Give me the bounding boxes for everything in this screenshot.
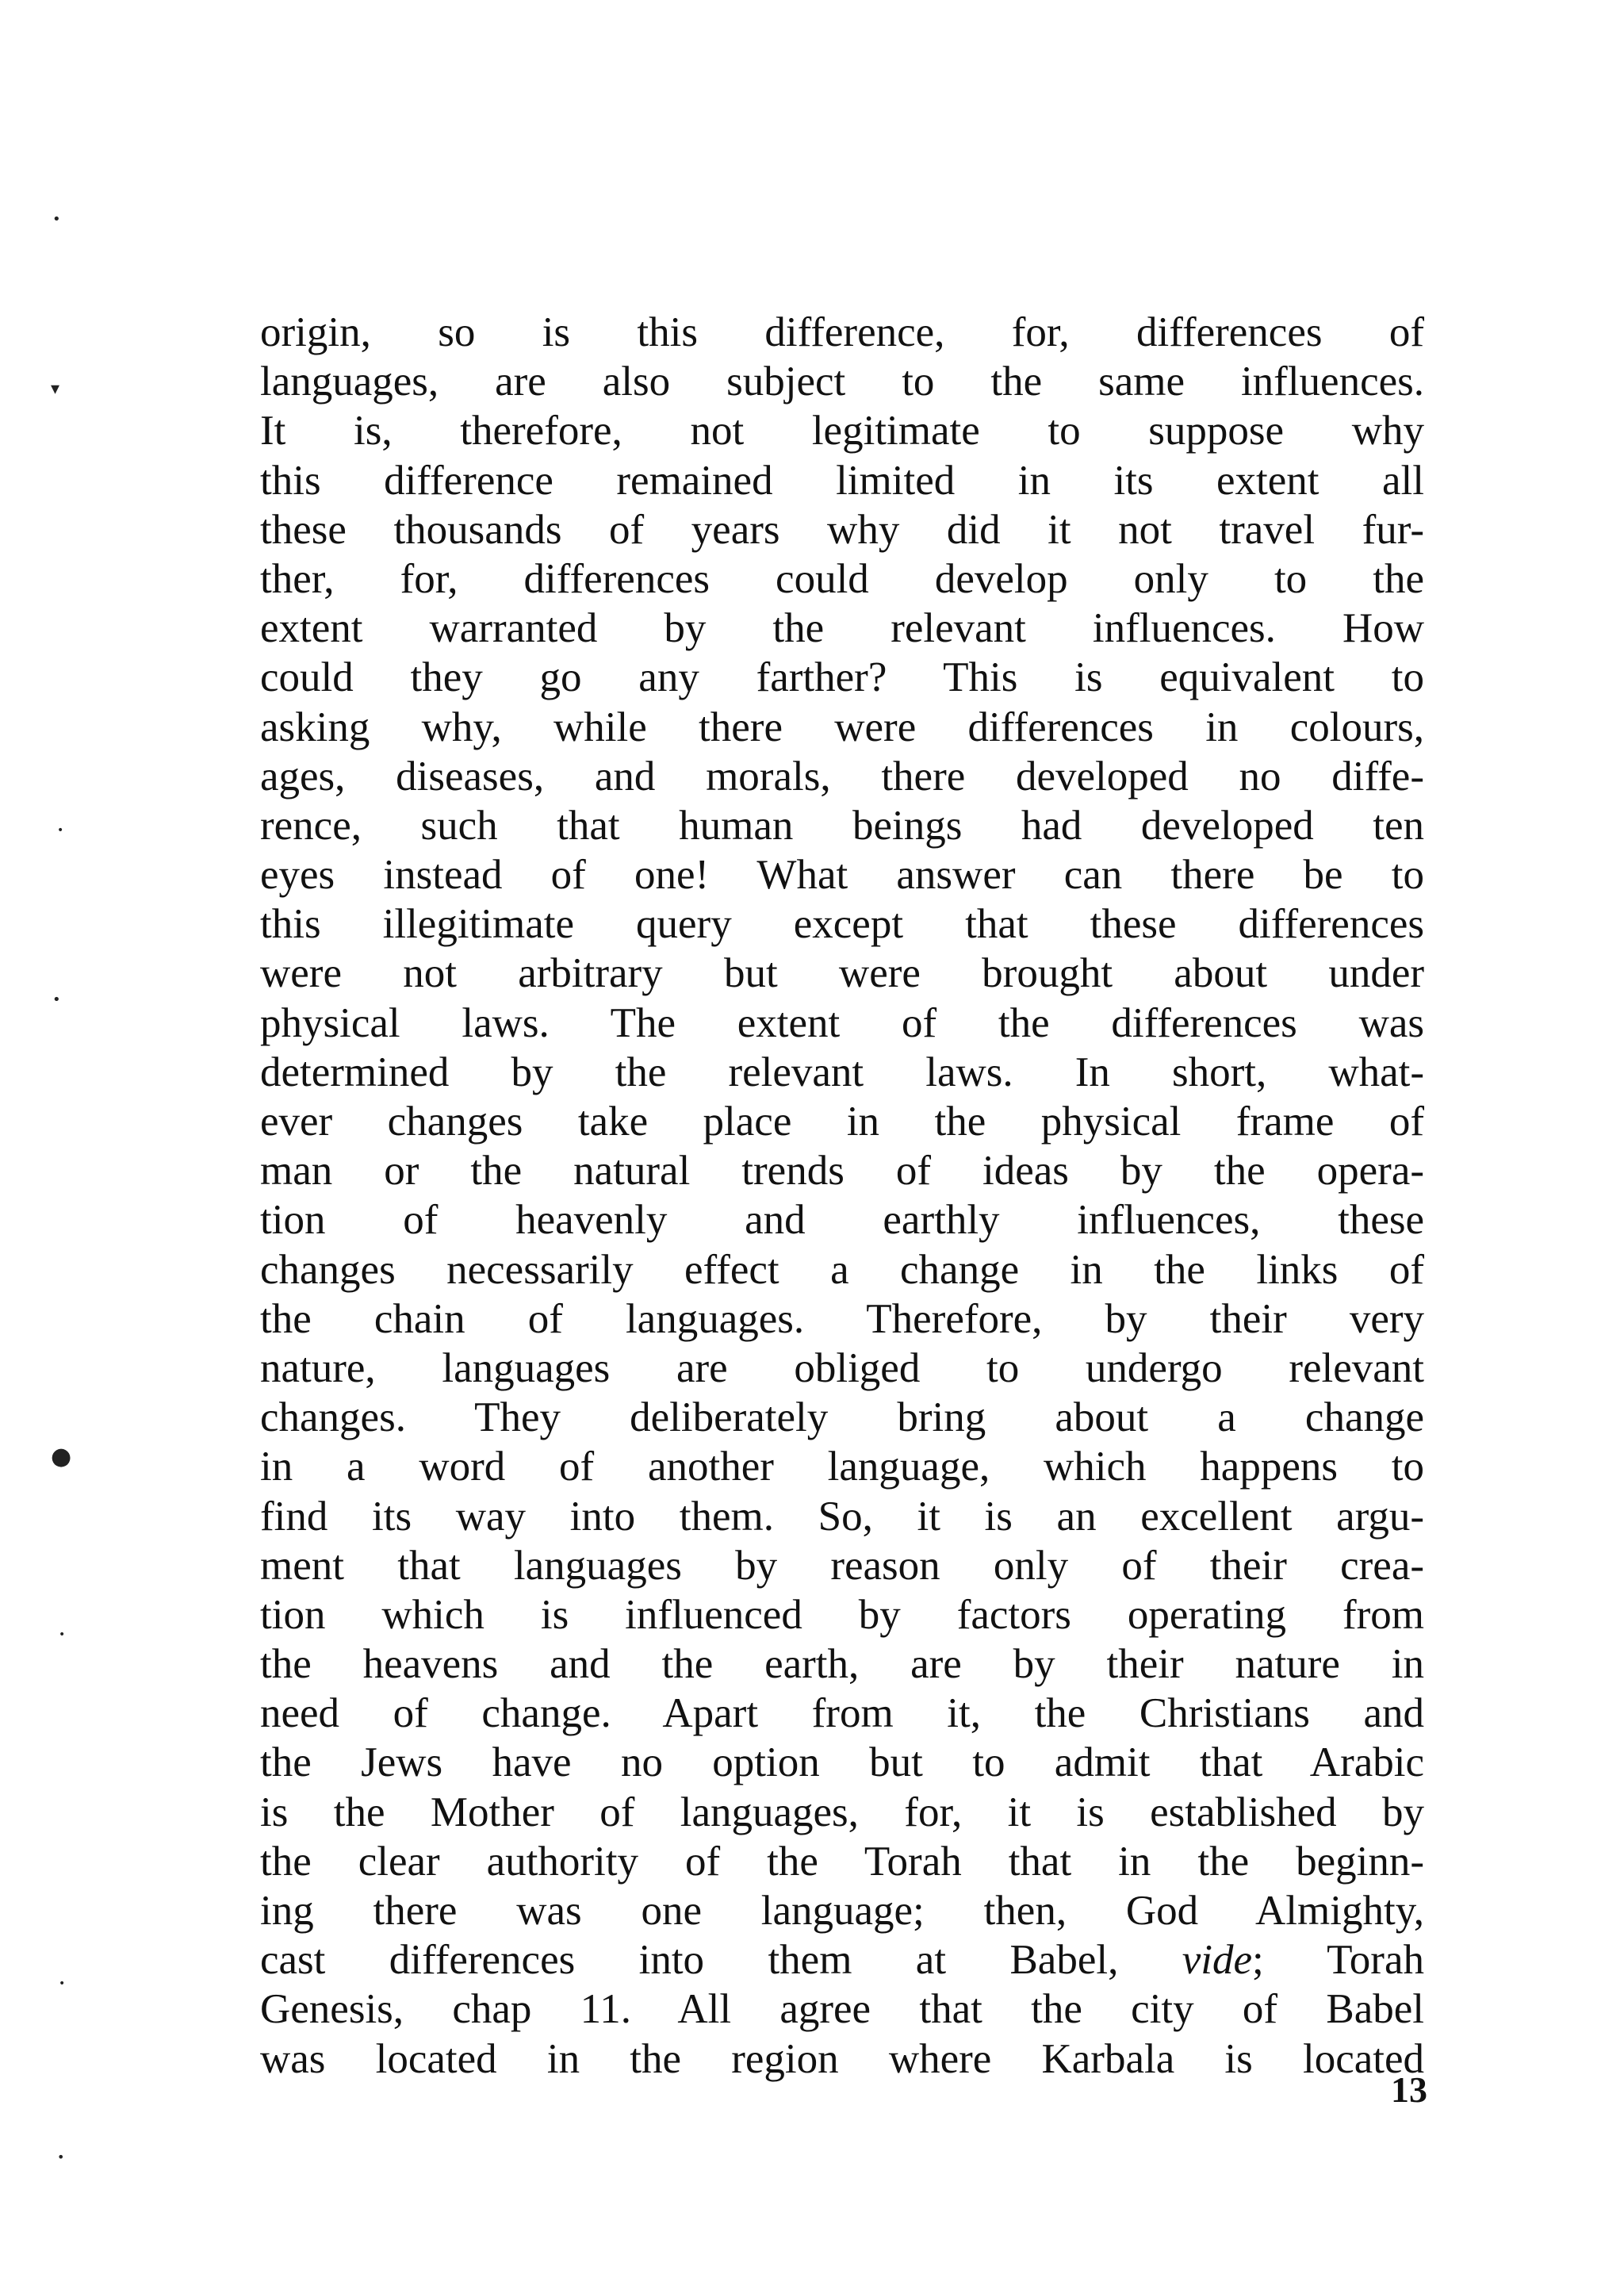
text-line: ment that languages by reason only of their crea- bbox=[260, 1542, 1424, 1589]
text-line: these thousands of years why did it not travel fur- bbox=[260, 506, 1424, 553]
text-line: extent warranted by the relevant influences. How bbox=[260, 605, 1424, 652]
text-line: were not arbitrary but were brought about under bbox=[260, 950, 1424, 997]
text-line: the chain of languages. Therefore, by their very bbox=[260, 1295, 1424, 1342]
text-line: It is, therefore, not legitimate to suppose why bbox=[260, 408, 1424, 454]
page-number: 13 bbox=[1391, 2069, 1427, 2110]
margin-speck-icon: • bbox=[59, 1977, 66, 1990]
text-line: rence, such that human beings had developed ten bbox=[260, 802, 1424, 849]
body-text bbox=[260, 308, 1424, 2084]
margin-speck-icon: • bbox=[57, 2149, 65, 2165]
text-line: Genesis, chap 11. All agree that the city of Babel bbox=[260, 1986, 1424, 2033]
text-line: tion which is influenced by factors operating from bbox=[260, 1591, 1424, 1638]
text-line: the clear authority of the Torah that in the beginn- bbox=[260, 1838, 1424, 1885]
text-line: was located in the region where Karbala is located bbox=[260, 2035, 1424, 2082]
text-line: ever changes take place in the physical frame of bbox=[260, 1099, 1424, 1145]
line-segment: ; Torah bbox=[1251, 1937, 1424, 1984]
margin-speck-icon: • bbox=[59, 1628, 66, 1641]
text-line: find its way into them. So, it is an excellent argu- bbox=[260, 1493, 1424, 1540]
text-line: need of change. Apart from it, the Christians and bbox=[260, 1690, 1424, 1737]
text-line: languages, are also subject to the same influences. bbox=[260, 359, 1424, 405]
text-line: determined by the relevant laws. In short, what- bbox=[260, 1049, 1424, 1095]
margin-speck-icon: • bbox=[52, 211, 61, 228]
margin-speck-icon: • bbox=[52, 991, 61, 1008]
text-line: this difference remained limited in its extent all bbox=[260, 457, 1424, 504]
text-line: changes. They deliberately bring about a change bbox=[260, 1394, 1424, 1441]
margin-speck-icon: ● bbox=[51, 1443, 72, 1471]
text-line: man or the natural trends of ideas by the opera- bbox=[260, 1148, 1424, 1195]
text-line: the heavens and the earth, are by their nature in bbox=[260, 1641, 1424, 1688]
text-line: nature, languages are obliged to undergo relevant bbox=[260, 1344, 1424, 1391]
text-line: asking why, while there were differences in colours, bbox=[260, 704, 1424, 750]
text-line: physical laws. The extent of the differences was bbox=[260, 999, 1424, 1046]
italic-word: vide bbox=[1182, 1937, 1252, 1984]
margin-speck-icon: • bbox=[57, 824, 64, 837]
line-segment: cast differences into them at Babel, bbox=[260, 1937, 1182, 1984]
text-line: ages, diseases, and morals, there developed no diffe- bbox=[260, 753, 1424, 800]
text-line: ing there was one language; then, God Almighty, bbox=[260, 1888, 1424, 1934]
text-line: in a word of another language, which happens to bbox=[260, 1444, 1424, 1490]
text-line bbox=[260, 1935, 1424, 1984]
text-line: origin, so is this difference, for, differences of bbox=[260, 309, 1424, 355]
text-line: changes necessarily effect a change in the links of bbox=[260, 1246, 1424, 1293]
text-line: this illegitimate query except that these differences bbox=[260, 901, 1424, 948]
text-line: the Jews have no option but to admit that Arabic bbox=[260, 1739, 1424, 1786]
text-line: tion of heavenly and earthly influences, these bbox=[260, 1197, 1424, 1244]
text-line: is the Mother of languages, for, it is established by bbox=[260, 1789, 1424, 1835]
margin-speck-icon: ▾ bbox=[51, 379, 60, 399]
text-line: eyes instead of one! What answer can there be to bbox=[260, 852, 1424, 899]
text-line: ther, for, differences could develop only to the bbox=[260, 555, 1424, 602]
text-line: could they go any farther? This is equivalent to bbox=[260, 654, 1424, 701]
